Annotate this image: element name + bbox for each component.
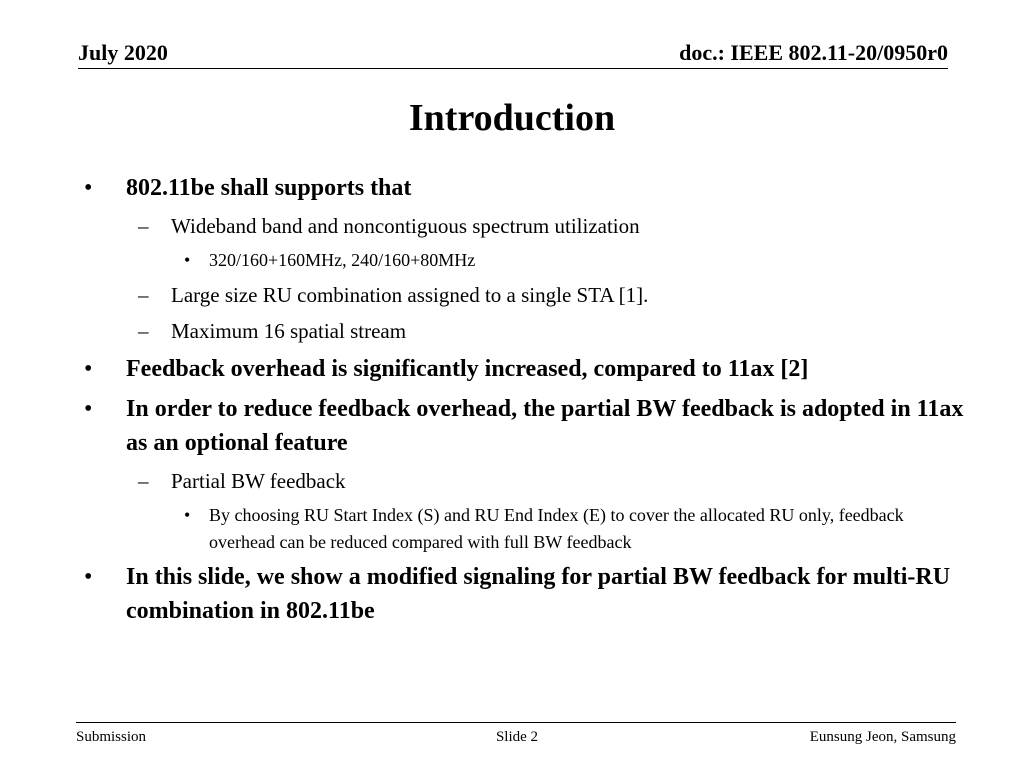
bullet-marker: • xyxy=(84,175,93,201)
footer-slide-number: Slide 2 xyxy=(495,729,539,745)
sub-bullet-1-2 xyxy=(84,280,964,310)
sub-bullet-1-1 xyxy=(84,211,964,241)
sub-bullet-1-3-text: Maximum 16 spatial stream xyxy=(171,319,407,343)
footer-submission: Submission xyxy=(76,729,147,745)
bullet-3 xyxy=(84,392,964,460)
slide-title: Introduction xyxy=(408,97,616,139)
sub-bullet-1-1-text: Wideband band and noncontiguous spectrum utilization xyxy=(171,214,640,238)
bullet-marker: • xyxy=(184,505,191,525)
dash-marker: – xyxy=(138,469,149,493)
sub-sub-bullet-3-1-1 xyxy=(84,502,964,556)
header-date: July 2020 xyxy=(78,40,168,65)
sub-bullet-1-3 xyxy=(84,316,964,346)
dash-marker: – xyxy=(138,319,149,343)
footer-divider xyxy=(76,722,956,723)
dash-marker: – xyxy=(138,283,149,307)
sub-sub-bullet-3-1-1-text: By choosing RU Start Index (S) and RU End Index (E) to cover the allocated RU only, feedback overhead can be reduced compared with full BW feedback xyxy=(209,505,904,552)
bullet-marker: • xyxy=(84,396,93,422)
bullet-1-text: 802.11be shall supports that xyxy=(126,175,412,201)
bullet-4-text: In this slide, we show a modified signaling for partial BW feedback for multi-RU combination in 802.11be xyxy=(126,564,951,624)
header-divider xyxy=(78,68,948,69)
bullet-marker: • xyxy=(84,564,93,590)
bullet-3-text: In order to reduce feedback overhead, the partial BW feedback is adopted in 11ax as an optional feature xyxy=(126,396,964,456)
footer-author: Eunsung Jeon, Samsung xyxy=(809,729,956,745)
bullet-marker: • xyxy=(84,356,93,382)
bullet-4 xyxy=(84,560,964,628)
bullet-1 xyxy=(84,171,964,205)
header-doc-id: doc.: IEEE 802.11-20/0950r0 xyxy=(679,40,948,65)
sub-bullet-3-1-text: Partial BW feedback xyxy=(171,469,346,493)
bullet-marker: • xyxy=(184,250,191,270)
bullet-2-text: Feedback overhead is significantly increased, compared to 11ax [2] xyxy=(126,356,809,382)
bullet-2 xyxy=(84,352,964,386)
sub-bullet-1-2-text: Large size RU combination assigned to a single STA [1]. xyxy=(171,283,649,307)
sub-bullet-3-1 xyxy=(84,466,964,496)
dash-marker: – xyxy=(138,214,149,238)
sub-sub-bullet-1-1-1 xyxy=(84,247,964,274)
sub-sub-bullet-1-1-1-text: 320/160+160MHz, 240/160+80MHz xyxy=(209,250,476,270)
slide-content xyxy=(84,171,964,634)
